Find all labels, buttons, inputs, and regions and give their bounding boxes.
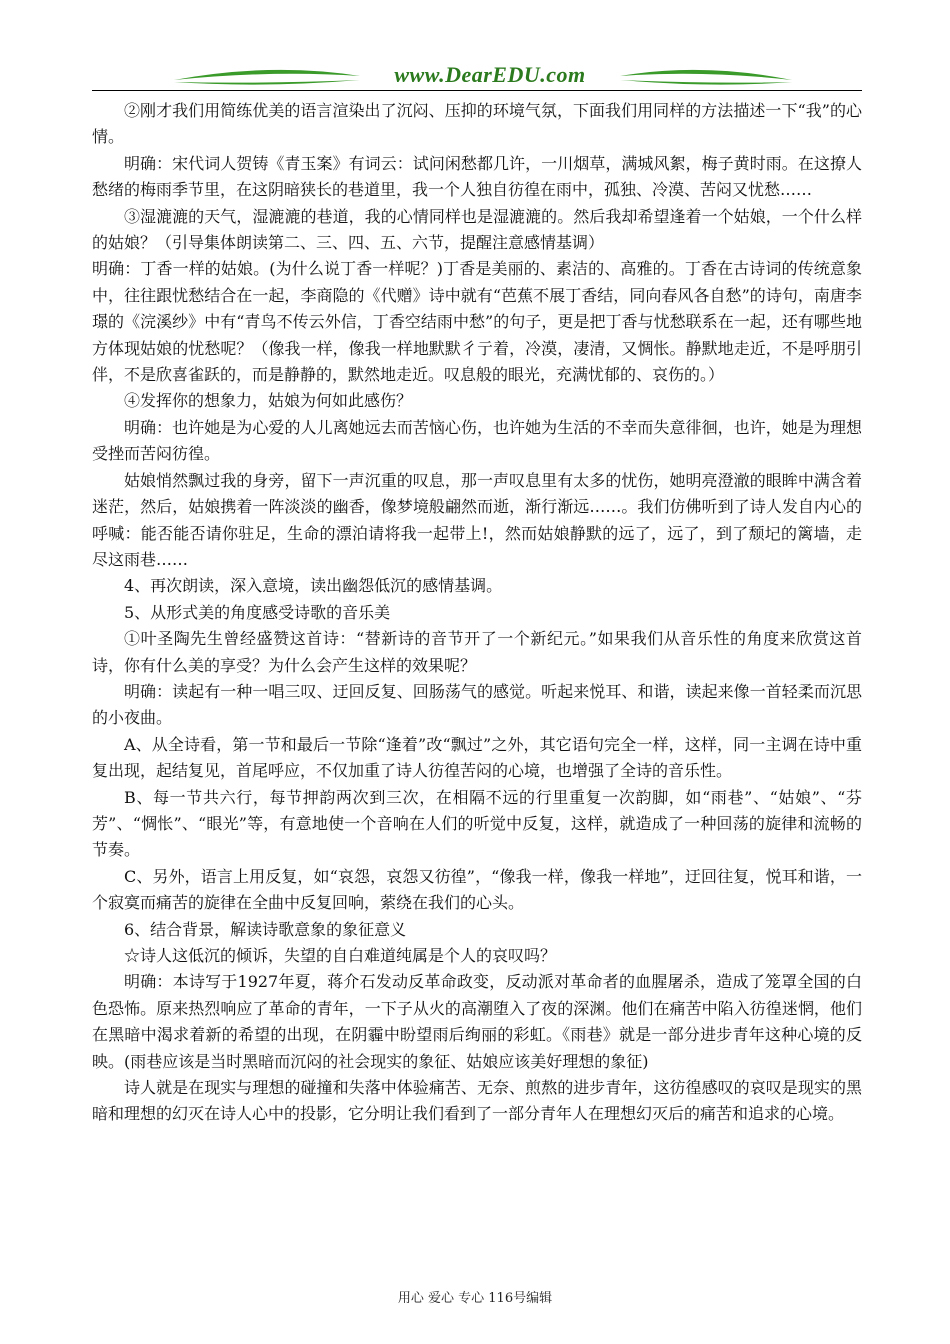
body-paragraph: ☆诗人这低沉的倾诉，失望的自白难道纯属是个人的哀叹吗？ <box>124 946 557 965</box>
page-header <box>92 58 862 94</box>
body-paragraph: ②刚才我们用简练优美的语言渲染出了沉闷、压抑的环境气氛，下面我们用同样的方法描述一下“我”的心情。 <box>92 101 862 147</box>
body-paragraph: 姑娘悄然飘过我的身旁，留下一声沉重的叹息，那一声叹息里有太多的忧伤，她明亮澄澈的眼眸中满含着迷茫，然后，姑娘携着一阵淡淡的幽香，像梦境般翩然而逝，渐行渐远……。我们仿佛听到了诗人发自内心的呼喊：能否能否请你驻足，生命的漂泊请将我一起带上!，然而姑娘静默的远了，远了，到了颓圮的篱墙，走尽这雨巷…… <box>92 470 862 569</box>
body-paragraph: 明确：本诗写于1927年夏，蒋介石发动反革命政变，反动派对革命者的血腥屠杀，造成了笼罩全国的白色恐怖。原来热烈响应了革命的青年，一下子从火的高潮堕入了夜的深渊。他们在痛苦中陷入彷徨迷惘，他们在黑暗中渴求着新的希望的出现，在阴霾中盼望雨后绚丽的彩虹。《雨巷》就是一部分进步青年这种心境的反映。(雨巷应该是当时黑暗而沉闷的社会现实的象征、姑娘应该美好理想的象征) <box>92 972 862 1071</box>
body-paragraph: 明确：丁香一样的姑娘。(为什么说丁香一样呢？)丁香是美丽的、素洁的、高雅的。丁香在古诗词的传统意象中，往往跟忧愁结合在一起，李商隐的《代赠》诗中就有“芭蕉不展丁香结，同向春风各自愁”的诗句，南唐李璟的《浣溪纱》中有“青鸟不传云外信，丁香空结雨中愁”的句子，更是把丁香与忧愁联系在一起，还有哪些地方体现姑娘的忧愁呢？（像我一样，像我一样地默默彳亍着，冷漠，凄清，又惆怅。静默地走近，不是呼朋引伴，不是欣喜雀跃的，而是静静的，默然地走近。叹息般的眼光，充满忧郁的、哀伤的。） <box>92 259 862 385</box>
body-paragraph: A、从全诗看，第一节和最后一节除“逢着”改“飘过”之外，其它语句完全一样，这样，同一主调在诗中重复出现，起结复见，首尾呼应，不仅加重了诗人彷徨苦闷的心境，也增强了全诗的音乐性。 <box>92 734 862 781</box>
document-body <box>92 98 862 1128</box>
page-footer: 用心 爱心 专心 116号编辑 <box>397 1291 553 1306</box>
body-paragraph: 明确：读起有一种一唱三叹、迂回反复、回肠荡气的感觉。听起来悦耳、和谐，读起来像一首轻柔而沉思的小夜曲。 <box>92 681 862 728</box>
body-paragraph: ③湿漉漉的天气，湿漉漉的巷道，我的心情同样也是湿漉漉的。然后我却希望逢着一个姑娘，一个什么样的姑娘？（引导集体朗读第二、三、四、五、六节，提醒注意感情基调） <box>92 206 862 253</box>
body-paragraph: ④发挥你的想象力，姑娘为何如此感伤？ <box>124 391 413 411</box>
site-logo: www.DearEDU.com <box>394 62 586 87</box>
body-paragraph: B、每一节共六行，每节押韵两次到三次，在相隔不远的行里重复一次韵脚，如“雨巷”、“姑娘”、“芬芳”、“惆怅”、“眼光”等，有意地使一个音响在人们的听觉中反复，这样，就造成了一种回荡的旋律和流畅的节奏。 <box>92 787 862 860</box>
body-paragraph: 6、结合背景，解读诗歌意象的象征意义 <box>124 919 407 939</box>
body-paragraph: ①叶圣陶先生曾经盛赞这首诗：“替新诗的音节开了一个新纪元。”如果我们从音乐性的角度来欣赏这首诗，你有什么美的享受？为什么会产生这样的效果呢？ <box>92 629 862 675</box>
body-paragraph: 明确：宋代词人贺铸《青玉案》有词云：试问闲愁都几许，一川烟草，满城风絮，梅子黄时雨。在这撩人愁绪的梅雨季节里，在这阴暗狭长的巷道里，我一个人独自彷徨在雨中，孤独、冷漠、苦闷又忧愁…… <box>92 153 862 200</box>
body-paragraph: 4、再次朗读，深入意境，读出幽怨低沉的感情基调。 <box>124 576 503 596</box>
body-paragraph: 明确：也许她是为心爱的人儿离她远去而苦恼心伤，也许她为生活的不幸而失意徘徊，也许，她是为理想受挫而苦闷彷徨。 <box>92 417 862 464</box>
body-paragraph: 5、从形式美的角度感受诗歌的音乐美 <box>124 602 391 622</box>
body-paragraph: 诗人就是在现实与理想的碰撞和失落中体验痛苦、无奈、煎熬的进步青年，这彷徨感叹的哀叹是现实的黑暗和理想的幻灭在诗人心中的投影，它分明让我们看到了一部分青年人在理想幻灭后的痛苦和追求的心境。 <box>92 1078 862 1124</box>
body-paragraph: C、另外，语言上用反复，如“哀怨，哀怨又彷徨”，“像我一样，像我一样地”，迂回往复，悦耳和谐，一个寂寞而痛苦的旋律在全曲中反复回响，萦绕在我们的心头。 <box>92 866 862 913</box>
header-rule <box>92 90 862 91</box>
